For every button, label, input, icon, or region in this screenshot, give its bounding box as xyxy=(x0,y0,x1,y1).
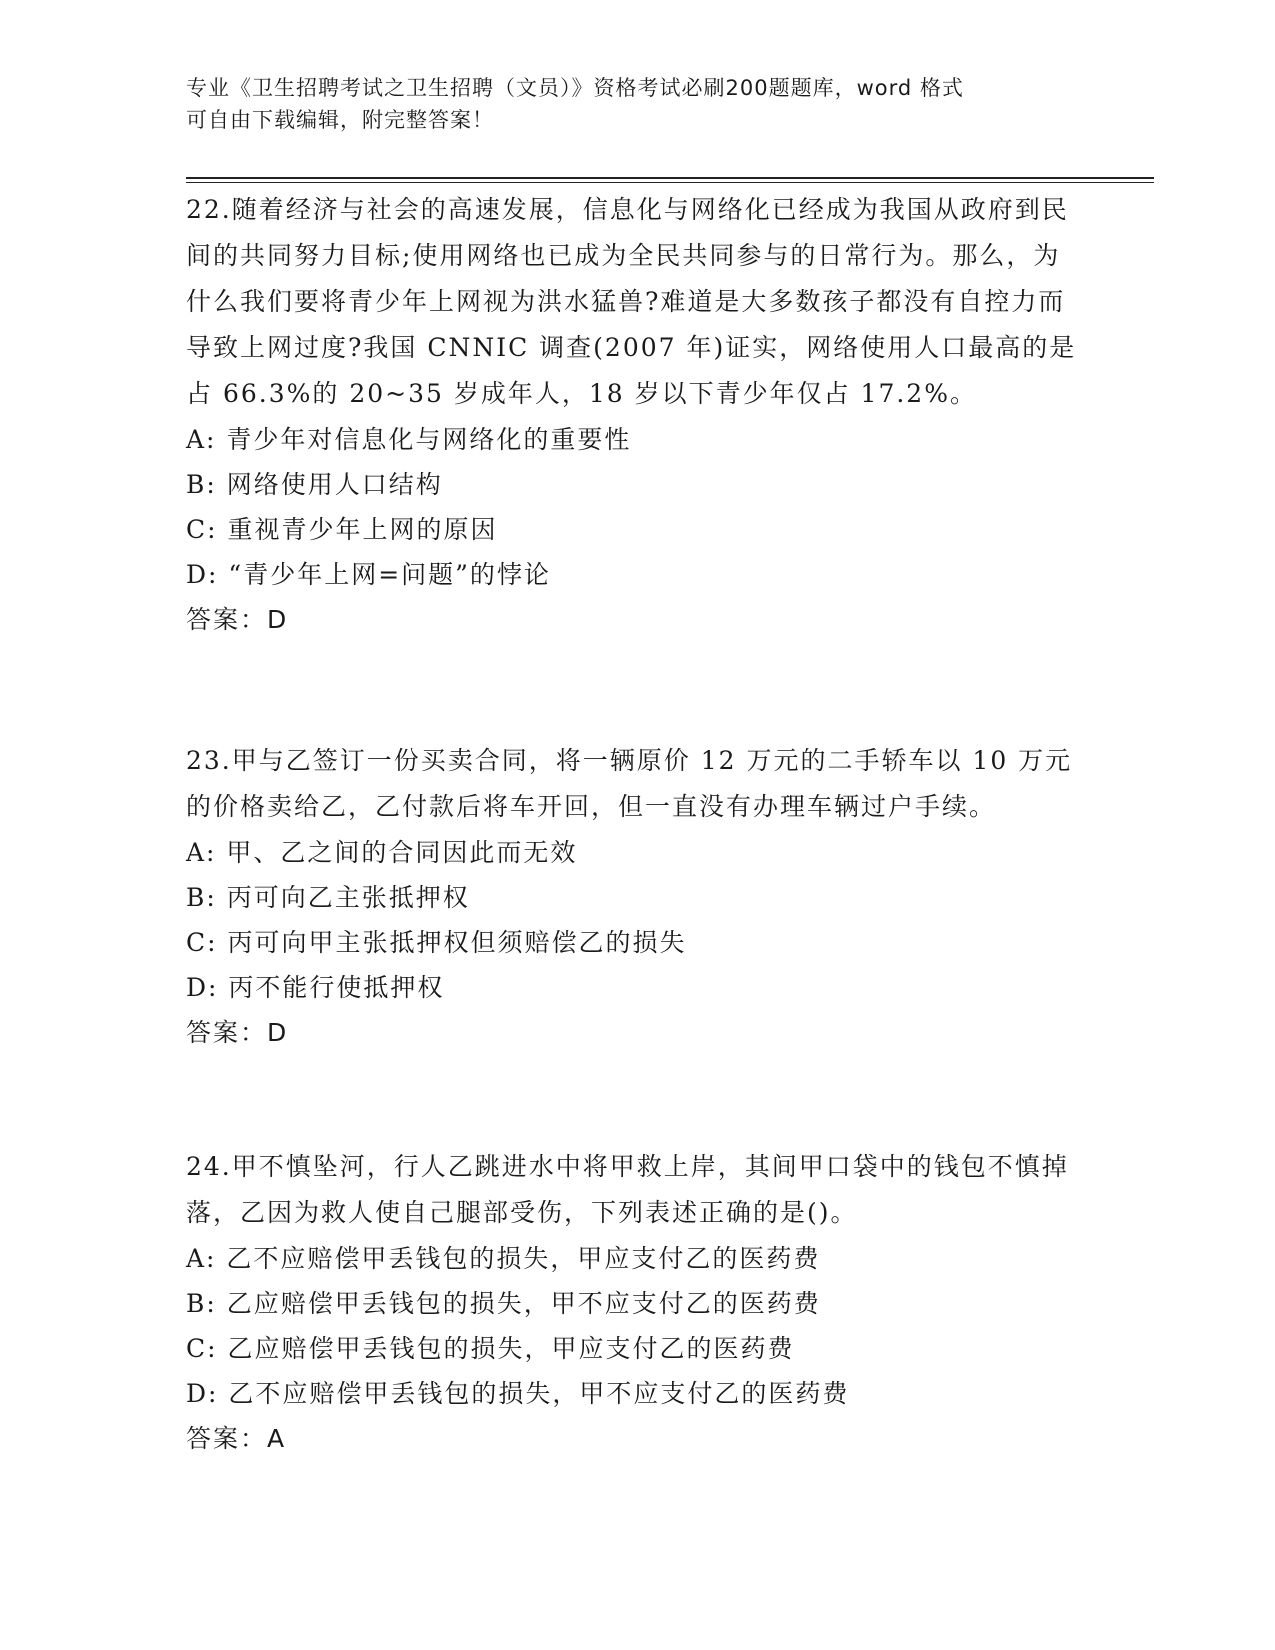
option-d: D: “青少年上网=问题”的悖论 xyxy=(186,560,551,589)
answer-label: 答案：A xyxy=(186,1424,287,1453)
option-a: A: 甲、乙之间的合同因此而无效 xyxy=(186,838,578,867)
option-b: B: 网络使用人口结构 xyxy=(186,470,443,499)
answer-label: 答案：D xyxy=(186,1018,289,1047)
header-divider-thick xyxy=(186,177,1154,179)
question-23 xyxy=(186,738,1086,1055)
answer-label: 答案：D xyxy=(186,605,289,634)
option-c: C: 丙可向甲主张抵押权但须赔偿乙的损失 xyxy=(186,928,687,957)
document-header xyxy=(186,72,1066,136)
option-d: D: 丙不能行使抵押权 xyxy=(186,973,445,1002)
option-a: A: 青少年对信息化与网络化的重要性 xyxy=(186,425,632,454)
header-line-1: 专业《卫生招聘考试之卫生招聘（文员）》资格考试必刷200题题库，word 格式 xyxy=(186,76,964,100)
question-22 xyxy=(186,187,1086,642)
option-d: D: 乙不应赔偿甲丢钱包的损失，甲不应支付乙的医药费 xyxy=(186,1379,850,1408)
option-a: A: 乙不应赔偿甲丢钱包的损失，甲应支付乙的医药费 xyxy=(186,1244,821,1273)
option-c: C: 乙应赔偿甲丢钱包的损失，甲应支付乙的医药费 xyxy=(186,1334,795,1363)
question-stem: 22.随着经济与社会的高速发展，信息化与网络化已经成为我国从政府到民间的共同努力目标;使用网络也已成为全民共同参与的日常行为。那么，为什么我们要将青少年上网视为洪水猛兽?难道是大多数孩子都没有自控力而导致上网过度?我国 CNNIC 调查(2007 年)证实，网络使用人口最高的是占 66.3%的 20~35 岁成年人，18 岁以下青少年仅占 17.2%。 xyxy=(186,195,1077,408)
question-stem: 24.甲不慎坠河，行人乙跳进水中将甲救上岸，其间甲口袋中的钱包不慎掉落，乙因为救人使自己腿部受伤，下列表述正确的是()。 xyxy=(186,1152,1069,1227)
question-stem: 23.甲与乙签订一份买卖合同，将一辆原价 12 万元的二手轿车以 10 万元的价格卖给乙，乙付款后将车开回，但一直没有办理车辆过户手续。 xyxy=(186,746,1073,821)
question-24 xyxy=(186,1144,1086,1461)
header-line-2: 可自由下载编辑，附完整答案！ xyxy=(186,108,494,132)
header-divider-thin xyxy=(186,182,1154,183)
option-b: B: 丙可向乙主张抵押权 xyxy=(186,883,470,912)
option-c: C: 重视青少年上网的原因 xyxy=(186,515,498,544)
option-b: B: 乙应赔偿甲丢钱包的损失，甲不应支付乙的医药费 xyxy=(186,1289,821,1318)
